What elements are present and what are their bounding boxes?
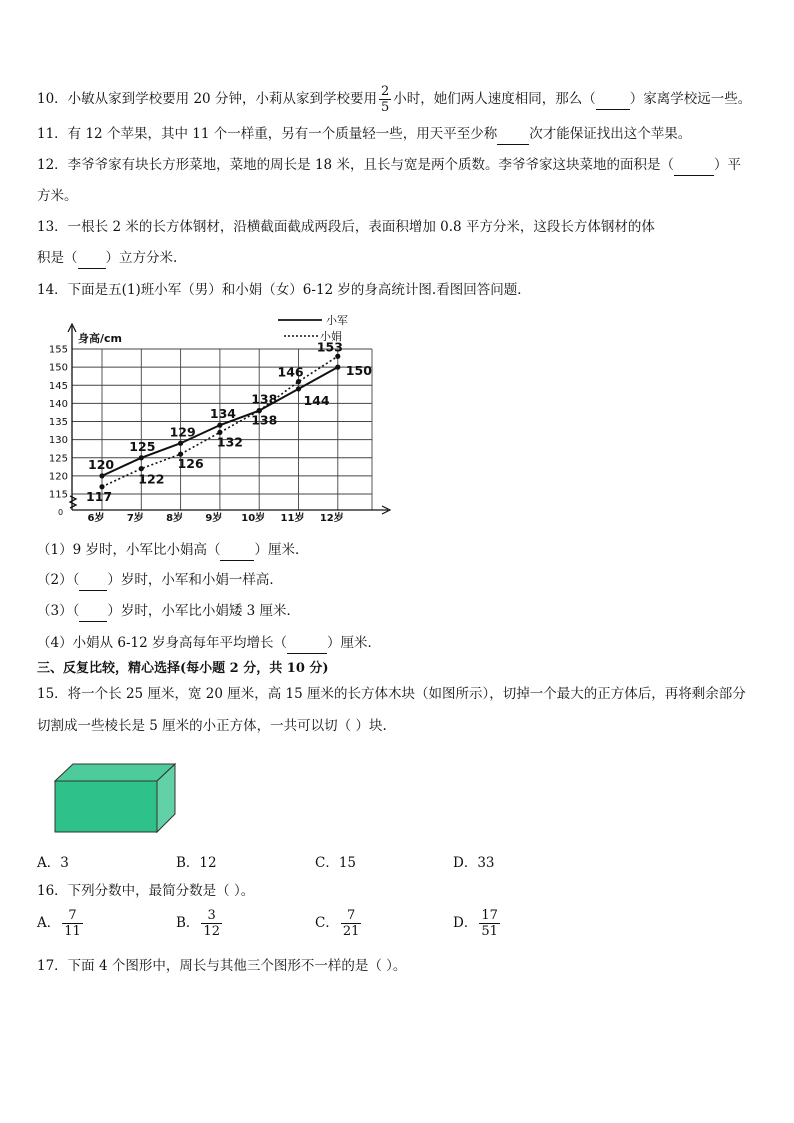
data-label: 125 [129,438,156,454]
q12-text-before: 12．李爷爷家有块长方形菜地，菜地的周长是 18 米，且长与宽是两个质数。李爷爷家这块菜地的面积是（ [37,157,674,173]
y-tick-label: 115 [48,489,68,501]
option-label: A． [37,915,61,931]
data-label: 150 [345,363,372,379]
y-tick-label: 140 [48,398,68,410]
legend-label-xiaojun: 小军 [326,314,348,327]
q16-text: 16．下列分数中，最简分数是（ ）。 [37,883,255,899]
q14-sub3-after: ）岁时，小军比小娟矮 3 厘米． [107,603,301,619]
answer-blank[interactable] [220,540,254,561]
x-tick-label: 9岁 [205,513,223,524]
answer-blank[interactable] [287,633,327,654]
question-12-line2 [37,186,78,206]
data-label: 132 [216,434,243,450]
answer-blank[interactable] [78,248,106,269]
question-13-line2 [37,248,177,269]
chart-x-tick-labels [88,511,344,524]
q10-text-after: 小时，她们两人速度相同，那么（ [393,91,596,107]
q15-option-c[interactable]: C．15 [315,855,357,871]
question-16 [37,881,254,901]
fraction-numerator: 17 [481,908,498,923]
data-point [139,455,144,460]
q14-sub4-before: （4）小娟从 6-12 岁身高每年平均增长（ [37,635,288,651]
y-axis-label: 身高/cm [78,332,122,345]
data-label: 120 [88,456,115,472]
q17-text: 17．下面 4 个图形中，周长与其他三个图形不一样的是（ ）。 [37,958,407,974]
q10-fraction [379,84,391,115]
cuboid-front-face [55,781,157,832]
origin-label: 0 [58,508,64,517]
q11-text-before: 11．有 12 个苹果，其中 11 个一样重，另有一个质量轻一些，用天平至少称 [37,126,498,142]
data-label: 117 [86,488,113,504]
q10-text-end: ）家离学校远一些。 [629,91,752,107]
option-label: B． [176,915,200,931]
question-13 [37,217,655,237]
y-tick-label: 150 [48,362,68,374]
data-label: 138 [251,391,278,407]
y-tick-label: 135 [48,417,68,428]
fraction-numerator: 7 [68,908,77,923]
answer-blank[interactable] [79,601,107,622]
fraction-numerator: 7 [346,908,356,923]
question-12 [37,155,741,176]
q14-sub4-after: ）厘米． [327,635,382,651]
data-point [99,473,104,478]
q14-sub-2 [37,570,283,591]
axis-break-mark [70,496,76,508]
q15-option-a[interactable]: A．3 [37,855,69,871]
data-point [296,386,301,391]
q12-text-after: ）平 [713,157,741,173]
x-tick-label: 10岁 [241,513,266,524]
height-line-chart [48,312,396,528]
data-point [296,379,301,384]
answer-blank[interactable] [674,155,714,176]
q13-text-line1: 13．一根长 2 米的长方体钢材，沿横截面截成两段后，表面积增加 0.8 平方分米，这段长方体钢材的体 [37,219,655,235]
q15-option-d[interactable]: D．33 [453,855,495,871]
data-label: 144 [303,392,330,408]
q12-text-line2: 方米。 [37,188,78,204]
q14-sub2-before: （2）（ [37,572,80,588]
data-label: 122 [138,471,165,487]
q15-text-line2: 切割成一些棱长是 5 厘米的小正方体，一共可以切（ ）块. [37,718,387,734]
question-14 [37,280,531,300]
y-tick-label: 130 [48,435,68,447]
q16-option-c[interactable] [315,908,363,939]
fraction-denominator: 21 [342,924,360,939]
option-fraction [479,908,500,939]
q14-sub-4 [37,633,381,654]
question-15 [37,684,746,704]
q11-text-after: 次才能保证找出这个苹果。 [529,126,692,142]
data-label: 134 [209,406,236,422]
fraction-denominator: 12 [203,924,220,939]
q13-text-before: 积是（ [37,250,78,266]
section-3-heading: 三、反复比较，精心选择(每小题 2 分，共 10 分) [37,661,329,676]
data-label: 138 [251,412,278,428]
option-fraction [62,908,83,939]
option-fraction [201,908,222,939]
question-17 [37,956,406,976]
option-label: D． [453,915,478,931]
chart-y-tick-labels [49,345,68,501]
x-tick-label: 12岁 [319,513,344,524]
y-tick-label: 145 [48,380,68,392]
cuboid-top-face [55,764,175,781]
q10-text-before: 10．小敏从家到学校要用 20 分钟，小莉从家到学校要用 [37,91,377,107]
answer-blank[interactable] [497,124,529,145]
cuboid-figure [54,762,178,834]
y-tick-label: 125 [48,453,68,465]
question-10 [37,84,751,115]
data-label: 126 [177,456,204,472]
question-15-line2 [37,716,387,736]
fraction-denominator: 5 [380,100,390,115]
data-point [335,354,340,359]
q14-text: 14．下面是五(1)班小军（男）和小娟（女）6-12 岁的身高统计图.看图回答问题． [37,282,531,298]
q15-text-line1: 15．将一个长 25 厘米，宽 20 厘米，高 15 厘米的长方体木块（如图所示），切掉一个最大的正方体后，再将剩余部分 [37,686,746,702]
y-tick-label: 120 [48,471,68,483]
q14-sub1-before: （1）9 岁时，小军比小娟高（ [37,542,221,558]
data-label: 146 [277,364,304,380]
x-tick-label: 6岁 [87,513,105,524]
legend-label-xiaojuan: 小娟 [320,330,342,343]
answer-blank[interactable] [79,570,107,591]
data-point [178,441,183,446]
fraction-numerator: 3 [207,908,216,923]
q14-sub2-after: ）岁时，小军和小娟一样高． [107,572,283,588]
q15-option-b[interactable]: B．12 [176,855,217,871]
data-point [139,466,144,471]
chart-legend [278,313,348,343]
option-fraction [341,908,362,939]
x-tick-label: 11岁 [280,513,305,524]
y-tick-label: 155 [48,344,68,356]
q14-sub3-before: （3）（ [37,603,80,619]
data-label: 129 [169,424,196,440]
x-tick-label: 8岁 [166,513,184,524]
q13-text-after: ）立方分米. [105,250,178,266]
option-label: C． [315,915,339,931]
question-11 [37,124,691,145]
q14-sub-3 [37,601,300,622]
q16-option-b[interactable] [176,908,224,939]
answer-blank[interactable] [596,89,630,110]
data-point [217,423,222,428]
fraction-numerator: 2 [380,84,390,99]
fraction-denominator: 11 [64,924,81,939]
q16-option-d[interactable] [453,908,502,939]
data-label: 153 [316,339,343,355]
fraction-denominator: 51 [481,924,498,939]
q16-option-a[interactable] [37,908,85,939]
q14-sub1-after: ）厘米． [254,542,309,558]
q14-sub-1 [37,540,308,561]
data-point [335,365,340,370]
x-tick-label: 7岁 [126,513,144,524]
